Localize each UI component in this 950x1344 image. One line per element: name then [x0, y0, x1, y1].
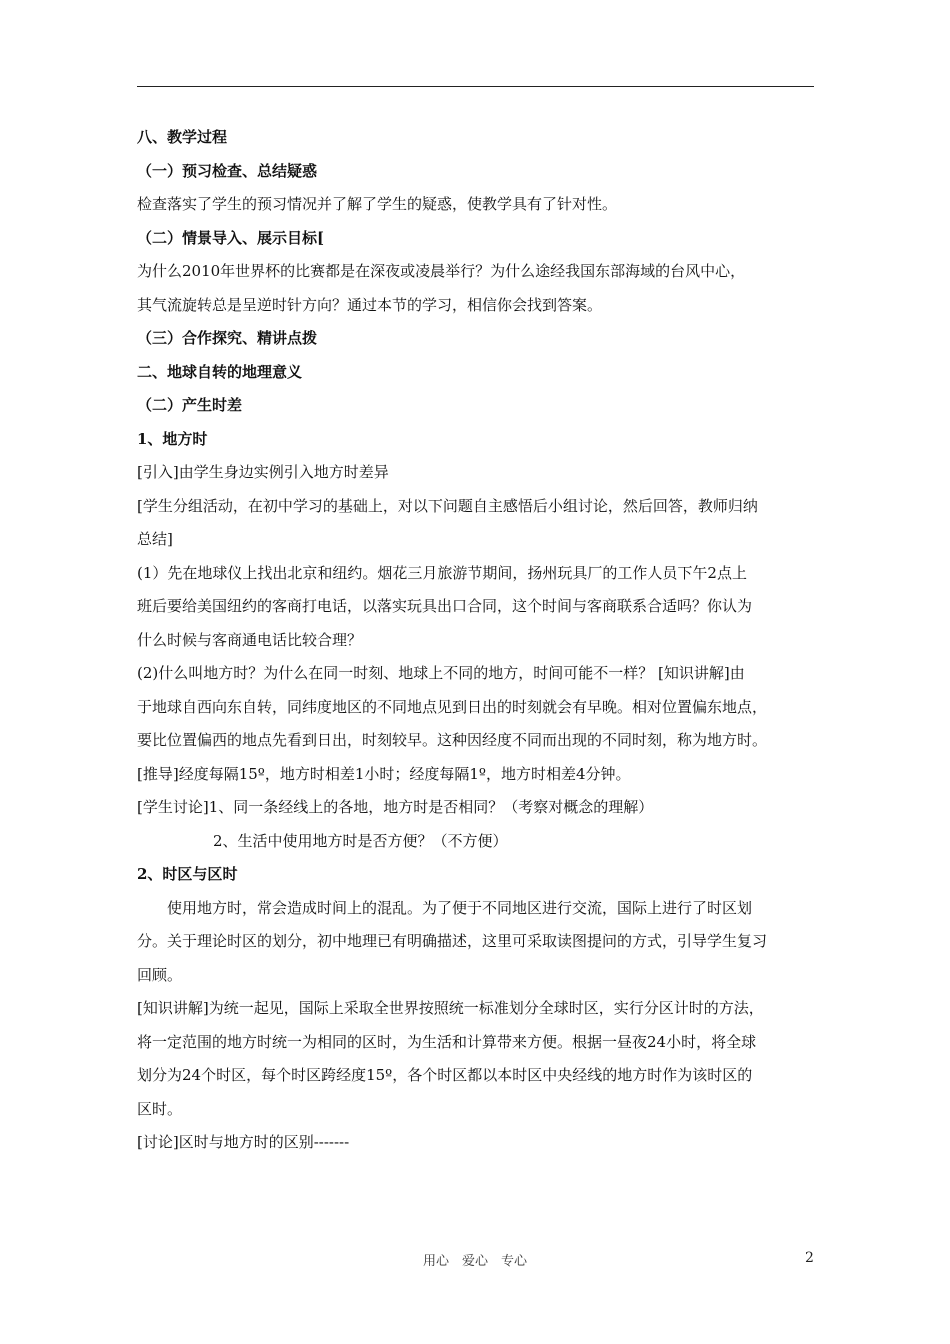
header-rule	[137, 86, 814, 87]
section-heading: （一）预习检查、总结疑惑	[137, 161, 318, 180]
paragraph-line: 于地球自西向东自转，同纬度地区的不同地点见到日出的时刻就会有早晚。相对位置偏东地点，	[137, 697, 768, 716]
paragraph-line: 回顾。	[137, 965, 183, 984]
section-heading: 八、教学过程	[137, 128, 228, 146]
paragraph-line: 为什么2010年世界杯的比赛都是在深夜或凌晨举行？为什么途经我国东部海域的台风中心，	[137, 262, 746, 280]
paragraph-line: 将一定范围的地方时统一为相同的区时，为生活和计算带来方便。根据一昼夜24小时，将全球	[137, 1032, 757, 1051]
section-heading: （三）合作探究、精讲点拨	[137, 329, 318, 347]
paragraph-line: 2、生活中使用地方时是否方便？（不方便）	[213, 831, 508, 850]
section-heading: （二）产生时差	[137, 396, 243, 414]
paragraph-line: 什么时候与客商通电话比较合理？	[137, 630, 363, 649]
paragraph-line: [推导]经度每隔15º，地方时相差1小时；经度每隔1º，地方时相差4分钟。	[137, 764, 631, 783]
paragraph-line: 要比位置偏西的地点先看到日出，时刻较早。这种因经度不同而出现的不同时刻，称为地方时。	[137, 731, 768, 749]
paragraph-line: 使用地方时，常会造成时间上的混乱。为了便于不同地区进行交流，国际上进行了时区划	[167, 898, 753, 917]
section-heading: 1、地方时	[137, 429, 208, 448]
paragraph-line: [学生讨论]1、同一条经线上的各地，地方时是否相同？（考察对概念的理解）	[137, 798, 654, 816]
paragraph-line: 区时。	[137, 1099, 183, 1118]
document-body	[137, 124, 817, 1163]
paragraph-line: 检查落实了学生的预习情况并了解了学生的疑惑，使教学具有了针对性。	[137, 195, 618, 213]
section-heading: 2、时区与区时	[137, 865, 238, 883]
page-number: 2	[805, 1250, 814, 1266]
section-heading: 二、地球自转的地理意义	[137, 362, 303, 381]
section-heading: （二）情景导入、展示目标[	[137, 228, 325, 247]
paragraph-line: [学生分组活动，在初中学习的基础上，对以下问题自主感悟后小组讨论，然后回答，教师归纳	[137, 496, 758, 515]
paragraph-line: 分。关于理论时区的划分，初中地理已有明确描述，这里可采取读图提问的方式，引导学生复习	[137, 932, 768, 950]
paragraph-line: [知识讲解]为统一起见，国际上采取全世界按照统一标准划分全球时区，实行分区计时的方法，	[137, 999, 764, 1017]
footer-motto: 用心 爱心 专心	[422, 1254, 527, 1269]
paragraph-line: 班后要给美国纽约的客商打电话，以落实玩具出口合同，这个时间与客商联系合适吗？你认为	[137, 597, 753, 615]
paragraph-line: 总结]	[137, 530, 173, 548]
paragraph-line: 其气流旋转总是呈逆时针方向？通过本节的学习，相信你会找到答案。	[137, 295, 603, 314]
paragraph-line: [讨论]区时与地方时的区别-------	[137, 1133, 350, 1151]
paragraph-line: (1）先在地球仪上找出北京和纽约。烟花三月旅游节期间，扬州玩具厂的工作人员下午2点上	[137, 563, 747, 582]
paragraph-line: [引入]由学生身边实例引入地方时差异	[137, 463, 389, 481]
paragraph-line: 划分为24个时区，每个时区跨经度15º，各个时区都以本时区中央经线的地方时作为该时区的	[137, 1066, 753, 1084]
paragraph-line: (2)什么叫地方时？为什么在同一时刻、地球上不同的地方，时间可能不一样？ [知识讲解]由	[137, 664, 745, 682]
